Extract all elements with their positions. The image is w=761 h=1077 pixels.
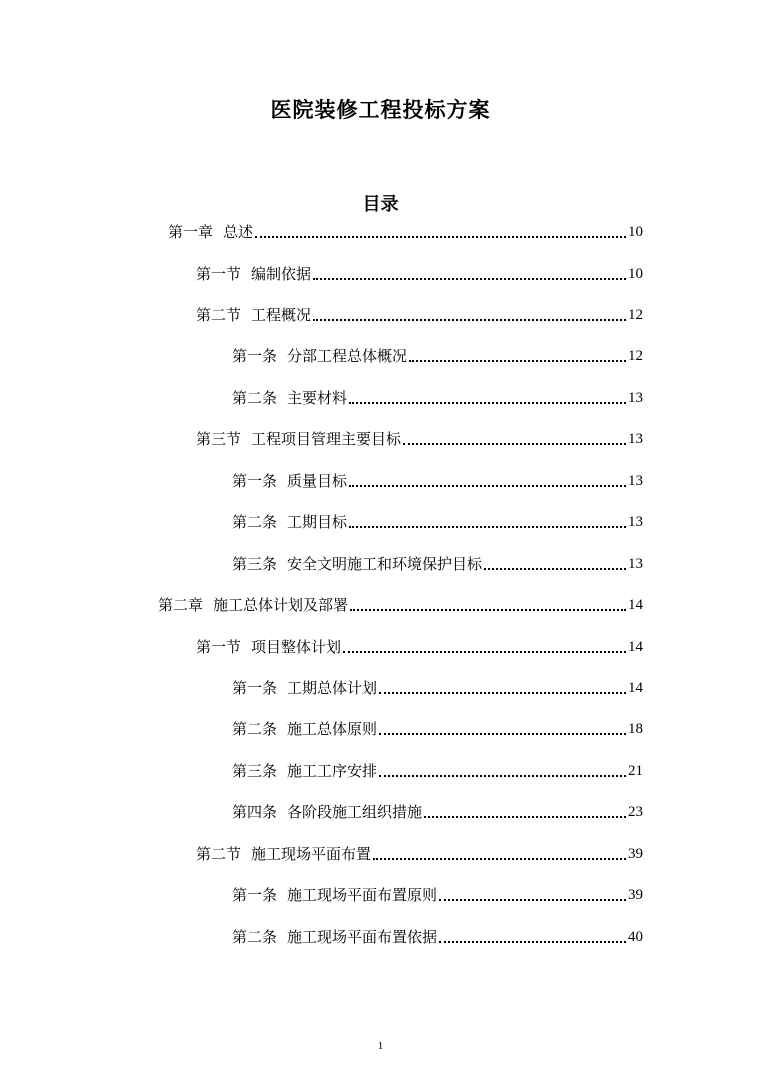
toc-entry-page: 10 [628,224,643,240]
toc-entry[interactable] [232,507,643,533]
toc-entry-number: 第二节 [196,845,242,863]
toc-entry[interactable] [168,217,643,243]
toc-entry-page: 13 [628,556,643,572]
toc-entry-page: 14 [628,680,643,696]
toc-dot-leader [439,899,626,901]
page-number: 1 [377,1040,384,1052]
toc-dot-leader [349,402,626,404]
toc-entry[interactable] [232,922,643,948]
toc-entry-number: 第二条 [232,928,278,946]
toc-entry-number: 第一条 [232,679,278,697]
toc-dot-leader [373,858,626,860]
toc-entry-number: 第二条 [232,513,278,531]
toc-entry-page: 13 [628,473,643,489]
toc-entry-page: 13 [628,514,643,530]
toc-dot-leader [379,775,626,777]
toc-entry[interactable] [232,797,643,823]
toc-entry-page: 13 [628,390,643,406]
toc-entry-page: 18 [628,721,643,737]
toc-dot-leader [484,568,626,570]
toc-dot-leader [349,526,626,528]
toc-dot-leader [350,609,626,611]
toc-entry[interactable] [232,549,643,575]
toc-entry-number: 第一节 [196,638,242,656]
toc-entry-number: 第二节 [196,306,242,324]
toc-entry-number: 第三节 [196,430,242,448]
toc-entry[interactable] [158,590,643,616]
toc-dot-leader [439,941,626,943]
toc-entry-number: 第一条 [232,886,278,904]
toc-dot-leader [343,651,626,653]
toc-dot-leader [424,816,626,818]
toc-entry-page: 40 [628,929,643,945]
toc-entry-title: 施工现场平面布置原则 [287,886,438,904]
toc-entry-page: 39 [628,887,643,903]
toc-entry-title: 安全文明施工和环境保护目标 [287,555,483,573]
toc-entry-page: 39 [628,846,643,862]
toc-entry[interactable] [232,341,643,367]
toc-entry[interactable] [232,673,643,699]
toc-entry-title: 编制依据 [251,265,312,283]
toc-entry-title: 分部工程总体概况 [287,347,408,365]
toc-entry-title: 主要材料 [287,389,348,407]
toc-entry[interactable] [232,880,643,906]
toc-dot-leader [313,278,626,280]
toc-entry-page: 10 [628,266,643,282]
toc-entry-number: 第一条 [232,347,278,365]
toc-dot-leader [349,485,626,487]
toc-entry[interactable] [232,466,643,492]
toc-entry-title: 工程项目管理主要目标 [251,430,402,448]
toc-entry-title: 工期目标 [287,513,348,531]
toc-entry-number: 第一节 [196,265,242,283]
toc-entry-number: 第二条 [232,720,278,738]
toc-entry[interactable] [232,714,643,740]
toc-entry-number: 第二条 [232,389,278,407]
toc-entry[interactable] [196,424,643,450]
toc-dot-leader [403,443,626,445]
toc-entry-page: 21 [628,763,643,779]
toc-entry[interactable] [196,632,643,658]
toc-entry-number: 第一条 [232,472,278,490]
toc-entry-title: 施工工序安排 [287,762,378,780]
toc-entry-page: 12 [628,348,643,364]
toc-entry-page: 23 [628,804,643,820]
toc-dot-leader [409,360,626,362]
document-title: 医院装修工程投标方案 [270,98,491,122]
toc-entry-page: 12 [628,307,643,323]
toc-entry-title: 项目整体计划 [251,638,342,656]
toc-entry-title: 工期总体计划 [287,679,378,697]
toc-dot-leader [255,236,626,238]
toc-heading: 目录 [362,194,399,215]
toc-entry-title: 总述 [223,223,254,241]
toc-dot-leader [379,733,626,735]
toc-entry[interactable] [196,839,643,865]
toc-entry-number: 第四条 [232,803,278,821]
toc-entry[interactable] [196,300,643,326]
toc-entry-page: 13 [628,431,643,447]
toc-entry-title: 施工总体原则 [287,720,378,738]
toc-entry-title: 各阶段施工组织措施 [287,803,423,821]
toc-entry[interactable] [232,756,643,782]
toc-entry-title: 质量目标 [287,472,348,490]
toc-entry-number: 第三条 [232,762,278,780]
toc-entry-title: 工程概况 [251,306,312,324]
toc-entry-page: 14 [628,639,643,655]
toc-entry-page: 14 [628,597,643,613]
toc-entry-title: 施工现场平面布置依据 [287,928,438,946]
toc-dot-leader [379,692,626,694]
toc-entry-number: 第一章 [168,223,214,241]
toc-dot-leader [313,319,626,321]
toc-entry-number: 第二章 [158,596,204,614]
toc-entry-title: 施工现场平面布置 [251,845,372,863]
toc-entry-number: 第三条 [232,555,278,573]
toc-entry-title: 施工总体计划及部署 [213,596,349,614]
toc-entry[interactable] [232,383,643,409]
toc-entry[interactable] [196,259,643,285]
